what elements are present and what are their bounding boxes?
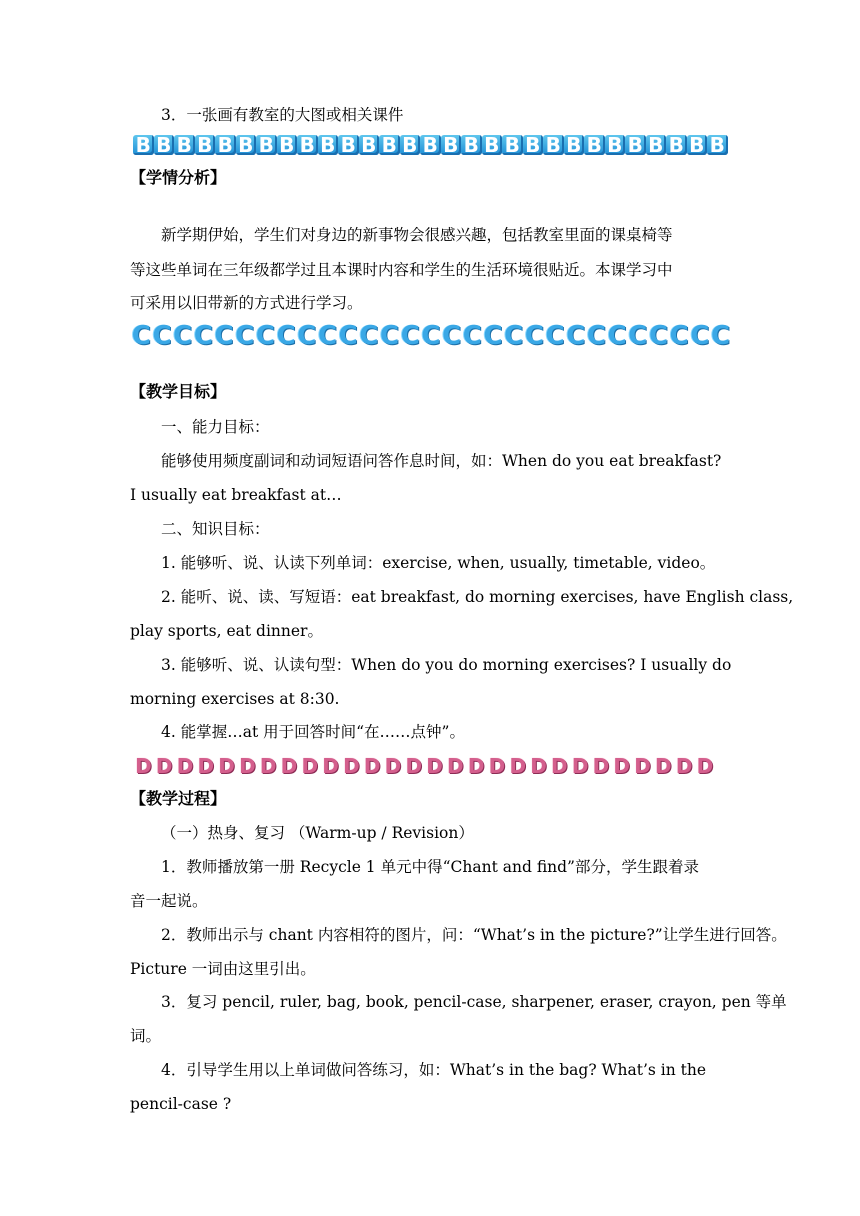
decorative-letter-b: B	[195, 135, 216, 155]
decorative-letter-c: C	[317, 321, 338, 351]
decorative-letter-b: B	[564, 135, 585, 155]
decorative-letter-b: B	[256, 135, 277, 155]
knowledge-item-4: 4. 能掌握…at 用于回答时间“在……点钟”。	[161, 723, 465, 741]
decorative-letter-d: D	[218, 754, 235, 778]
decorative-letter-d: D	[696, 754, 714, 778]
decorative-letter-b: B	[297, 135, 318, 155]
decorative-letter-d: D	[176, 754, 194, 778]
decorative-letter-c: C	[338, 321, 358, 351]
decorative-letter-c: C	[586, 321, 607, 351]
step-1-line-1: 1．教师播放第一册 Recycle 1 单元中得“Chant and find”部分，学生跟着录	[161, 858, 699, 876]
decorative-letter-c: C	[152, 321, 172, 351]
decorative-letter-c: C	[359, 321, 379, 351]
decorative-letter-b: B	[687, 135, 708, 155]
process-heading: 【教学过程】	[130, 789, 227, 808]
decorative-letter-c: C	[173, 321, 193, 351]
decorative-letter-d: D	[488, 754, 506, 778]
knowledge-item-3-line-1: 3. 能够听、说、认读句型：When do you do morning exercises? I usually do	[161, 656, 732, 674]
decorative-letter-c: C	[607, 321, 627, 351]
materials-item-3: 3．一张画有教室的大图或相关课件	[161, 106, 404, 124]
decorative-letter-d: D	[259, 754, 277, 778]
decorative-letter-d: D	[155, 754, 173, 778]
knowledge-item-1: 1. 能够听、说、认读下列单词：exercise, when, usually, timetable, video。	[161, 554, 716, 572]
analysis-line-2: 等这些单词在三年级都学过且本课时内容和学生的生活环境很贴近。本课学习中	[130, 261, 673, 279]
decorative-letter-c: C	[193, 321, 213, 351]
decorative-letter-d: D	[343, 754, 360, 778]
decorative-letter-c: C	[421, 321, 441, 351]
step-4-line-2: pencil-case ?	[130, 1095, 232, 1113]
decorative-letter-d: D	[447, 754, 464, 778]
decorative-b-border	[133, 135, 728, 155]
decorative-letter-b: B	[707, 135, 728, 155]
decorative-letter-b: B	[625, 135, 646, 155]
decorative-letter-c: C	[442, 321, 462, 351]
decorative-letter-d: D	[530, 754, 547, 778]
decorative-letter-d: D	[592, 754, 610, 778]
decorative-letter-b: B	[215, 135, 236, 155]
decorative-letter-b: B	[646, 135, 667, 155]
knowledge-item-2-line-1: 2. 能听、说、读、写短语：eat breakfast, do morning exercises, have English class,	[161, 588, 794, 606]
decorative-letter-c: C	[255, 321, 276, 351]
decorative-letter-b: B	[605, 135, 626, 155]
decorative-letter-b: B	[584, 135, 605, 155]
decorative-letter-d: D	[301, 754, 319, 778]
decorative-letter-d: D	[280, 754, 298, 778]
decorative-letter-b: B	[523, 135, 544, 155]
decorative-letter-b: B	[461, 135, 482, 155]
decorative-letter-c: C	[566, 321, 586, 351]
decorative-letter-b: B	[236, 135, 257, 155]
decorative-letter-c: C	[483, 321, 503, 351]
decorative-letter-b: B	[379, 135, 400, 155]
decorative-letter-c: C	[131, 321, 151, 351]
step-4-line-1: 4．引导学生用以上单词做问答练习，如：What’s in the bag? What’s in the	[161, 1061, 706, 1079]
decorative-letter-d: D	[634, 754, 651, 778]
decorative-letter-b: B	[666, 135, 687, 155]
decorative-letter-b: B	[318, 135, 339, 155]
decorative-letter-d: D	[675, 754, 693, 778]
decorative-letter-b: B	[174, 135, 195, 155]
decorative-letter-c: C	[400, 321, 420, 351]
step-1-line-2: 音一起说。	[130, 892, 208, 910]
decorative-letter-d: D	[322, 754, 339, 778]
decorative-letter-d: D	[239, 754, 256, 778]
decorative-letter-c: C	[380, 321, 400, 351]
decorative-letter-c: C	[214, 321, 234, 351]
section-1-title: （一）热身、复习 （Warm-up / Revision）	[161, 824, 474, 842]
decorative-letter-c: C	[711, 321, 731, 351]
decorative-letter-c: C	[297, 321, 317, 351]
decorative-letter-c: C	[669, 321, 689, 351]
step-2-line-1: 2．教师出示与 chant 内容相符的图片，问：“What’s in the picture?”让学生进行回答。	[161, 926, 787, 944]
decorative-letter-b: B	[482, 135, 503, 155]
analysis-heading: 【学情分析】	[130, 168, 227, 187]
knowledge-title: 二、知识目标：	[161, 520, 270, 538]
step-3-line-1: 3．复习 pencil, ruler, bag, book, pencil-case, sharpener, eraser, crayon, pen 等单	[161, 993, 787, 1011]
ability-line-2: I usually eat breakfast at…	[130, 486, 342, 504]
decorative-letter-c: C	[235, 321, 255, 351]
decorative-d-border	[133, 756, 715, 776]
analysis-line-3: 可采用以旧带新的方式进行学习。	[130, 294, 363, 312]
decorative-letter-c: C	[462, 321, 482, 351]
decorative-letter-b: B	[154, 135, 175, 155]
decorative-letter-c: C	[276, 321, 296, 351]
decorative-letter-b: B	[359, 135, 380, 155]
decorative-letter-d: D	[655, 754, 672, 778]
decorative-c-border	[131, 321, 731, 351]
ability-line-1: 能够使用频度副词和动词短语问答作息时间，如：When do you eat breakfast?	[161, 452, 722, 470]
decorative-letter-d: D	[551, 754, 568, 778]
decorative-letter-c: C	[690, 321, 710, 351]
decorative-letter-d: D	[405, 754, 423, 778]
decorative-letter-d: D	[509, 754, 527, 778]
decorative-letter-d: D	[384, 754, 402, 778]
knowledge-item-3-line-2: morning exercises at 8:30.	[130, 690, 340, 708]
decorative-letter-c: C	[504, 321, 524, 351]
objectives-heading: 【教学目标】	[130, 382, 227, 401]
decorative-letter-b: B	[400, 135, 421, 155]
decorative-letter-b: B	[277, 135, 298, 155]
step-2-line-2: Picture 一词由这里引出。	[130, 960, 316, 978]
decorative-letter-b: B	[441, 135, 462, 155]
decorative-letter-b: B	[420, 135, 441, 155]
decorative-letter-c: C	[524, 321, 544, 351]
analysis-line-1: 新学期伊始，学生们对身边的新事物会很感兴趣，包括教室里面的课桌椅等	[161, 226, 673, 244]
decorative-letter-d: D	[363, 754, 381, 778]
decorative-letter-d: D	[467, 754, 485, 778]
decorative-letter-d: D	[135, 754, 152, 778]
decorative-letter-c: C	[628, 321, 648, 351]
decorative-letter-d: D	[197, 754, 215, 778]
decorative-letter-d: D	[426, 754, 443, 778]
decorative-letter-b: B	[133, 135, 154, 155]
ability-title: 一、能力目标：	[161, 418, 270, 436]
decorative-letter-c: C	[545, 321, 565, 351]
decorative-letter-b: B	[543, 135, 564, 155]
knowledge-item-2-line-2: play sports, eat dinner。	[130, 622, 323, 640]
decorative-letter-b: B	[502, 135, 523, 155]
decorative-letter-b: B	[338, 135, 359, 155]
decorative-letter-d: D	[571, 754, 589, 778]
decorative-letter-d: D	[613, 754, 631, 778]
decorative-letter-c: C	[648, 321, 669, 351]
step-3-line-2: 词。	[130, 1027, 162, 1045]
